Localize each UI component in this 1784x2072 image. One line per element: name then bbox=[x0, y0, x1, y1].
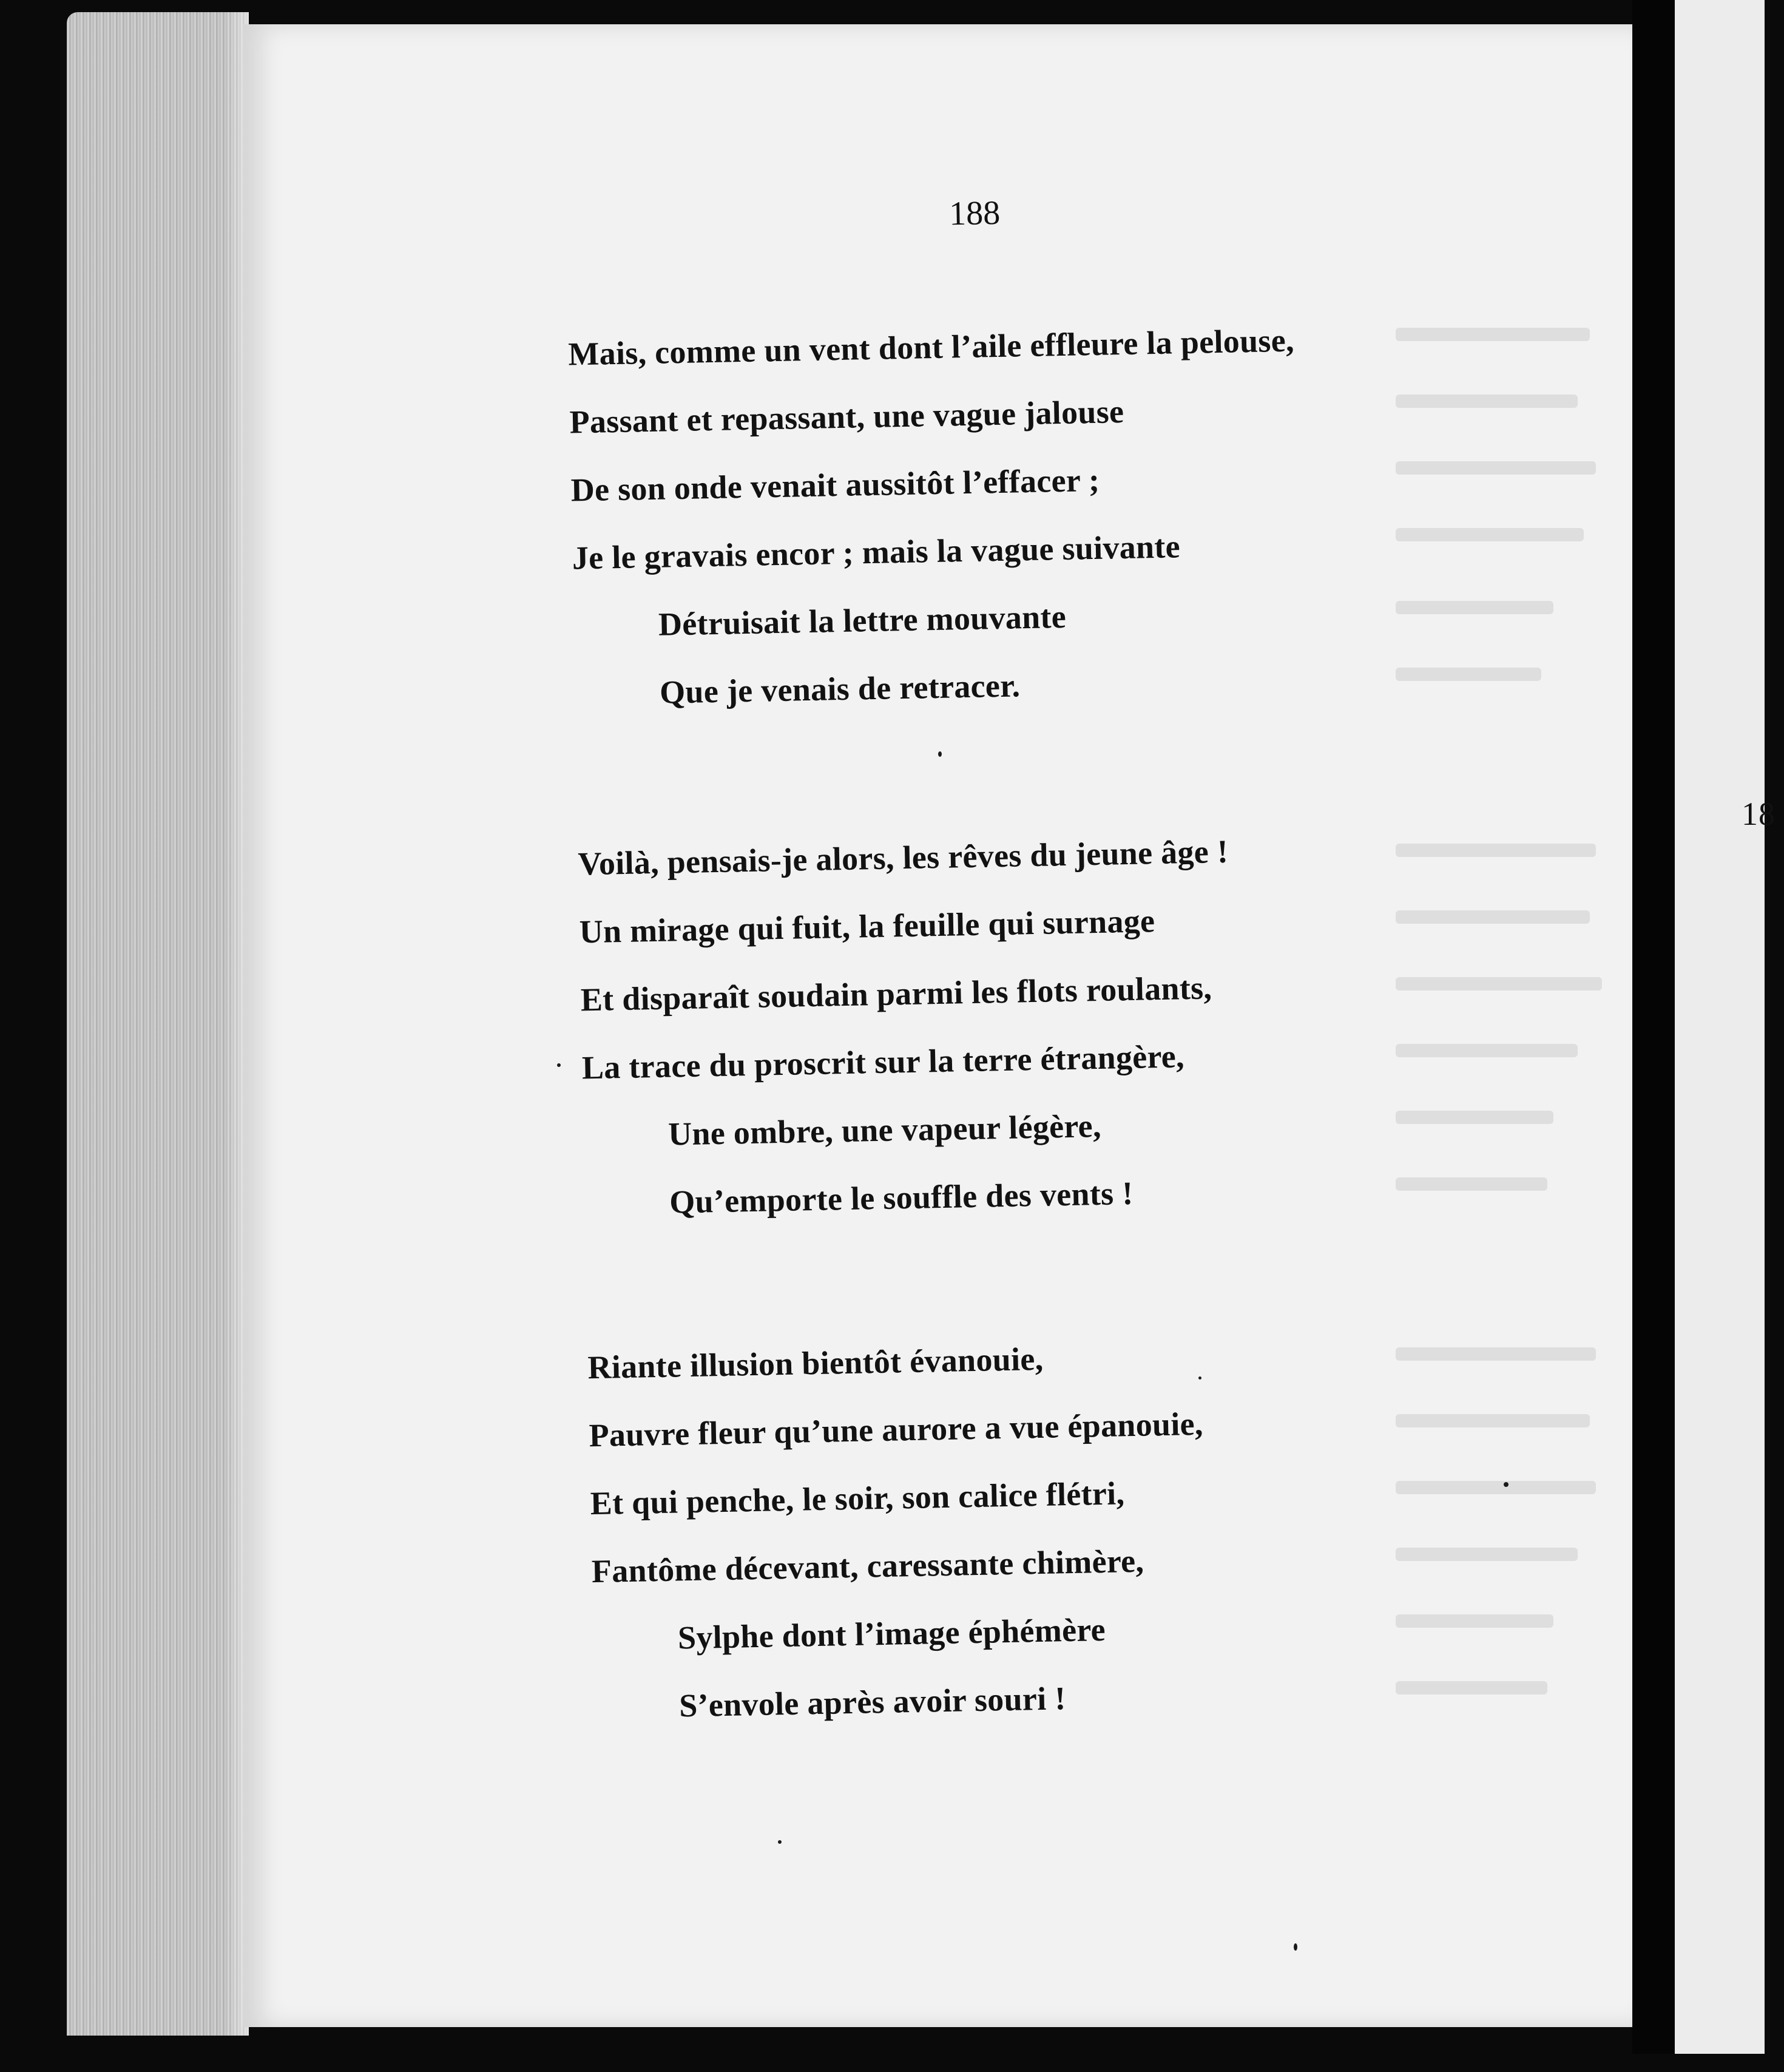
verse-line: Voilà, pensais-je alors, les rêves du jeune âge ! bbox=[577, 833, 1229, 882]
verse-line: Une ombre, une vapeur légère, bbox=[667, 1107, 1102, 1153]
verse-line: Sylphe dont l’image éphémère bbox=[677, 1611, 1106, 1656]
verse-line: Passant et repassant, une vague jalouse bbox=[569, 393, 1124, 441]
verse-line: Qu’emporte le souffle des vents ! bbox=[669, 1174, 1134, 1221]
verse-line: Et qui penche, le soir, son calice flétri, bbox=[590, 1475, 1125, 1522]
verse-line: Mais, comme un vent dont l’aile effleure la pelouse, bbox=[567, 322, 1295, 373]
verse-line: Un mirage qui fuit, la feuille qui surnage bbox=[579, 902, 1155, 950]
verse-line: Riante illusion bientôt évanouie, bbox=[587, 1340, 1044, 1386]
verse-line: Détruisait la lettre mouvante bbox=[658, 598, 1067, 643]
verse-line: S’envole après avoir souri ! bbox=[678, 1680, 1067, 1724]
verse-line: La trace du proscrit sur la terre étrangère, bbox=[581, 1038, 1185, 1086]
verse-line: Pauvre fleur qu’une aurore a vue épanouie, bbox=[589, 1405, 1204, 1454]
next-page-number: 18 bbox=[1742, 796, 1776, 832]
verse-line: Fantôme décevant, caressante chimère, bbox=[591, 1542, 1144, 1590]
verse-line: De son onde venait aussitôt l’effacer ; bbox=[570, 461, 1100, 509]
verse-line: Et disparaît soudain parmi les flots roulants, bbox=[580, 969, 1212, 1018]
verse-line: Que je venais de retracer. bbox=[659, 667, 1021, 711]
verse-line: Je le gravais encor ; mais la vague suivante bbox=[572, 528, 1181, 577]
page-number: 188 bbox=[948, 194, 1001, 233]
